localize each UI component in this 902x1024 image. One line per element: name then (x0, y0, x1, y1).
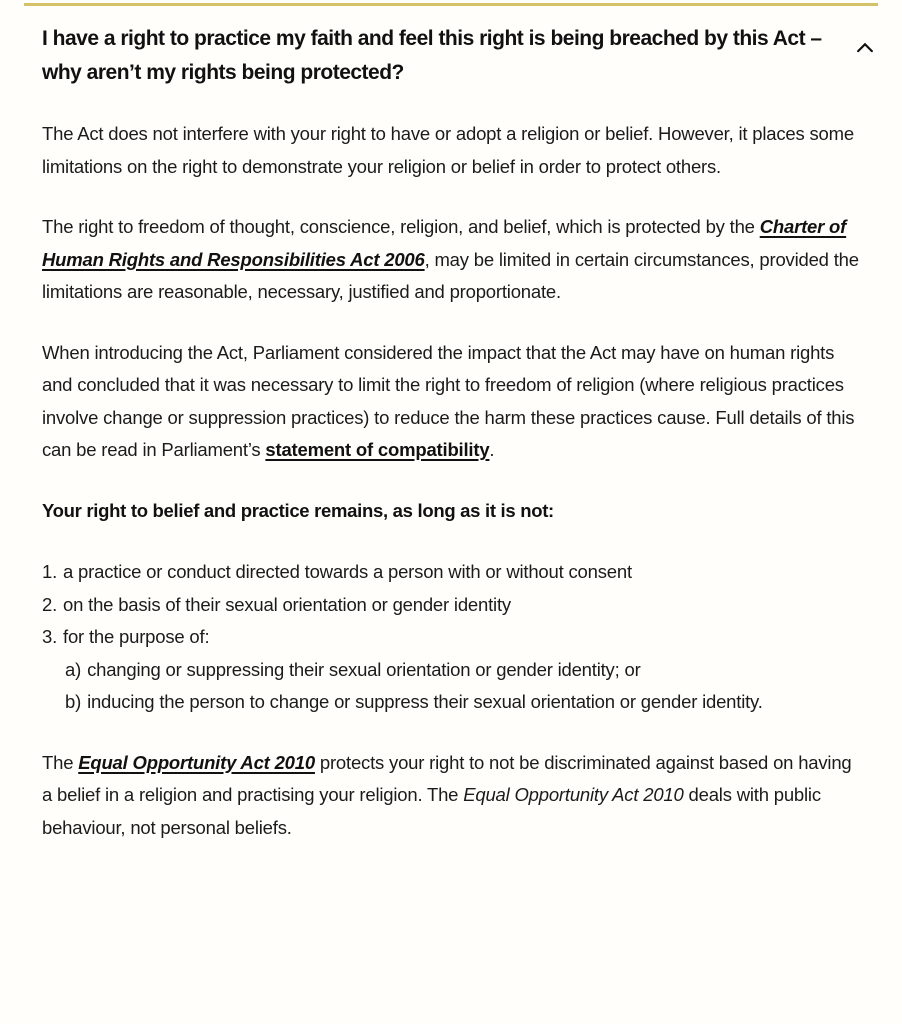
paragraph-intro (42, 118, 860, 183)
list-item-marker: 3. (42, 626, 58, 647)
chevron-up-icon[interactable] (854, 36, 876, 58)
subheading-rights-remain: Your right to belief and practice remains, as long as it is not: (42, 499, 554, 521)
list-item-text: on the basis of their sexual orientation or gender identity (63, 593, 511, 615)
sub-list-item (65, 654, 860, 687)
list-item-text: for the purpose of: (63, 626, 210, 647)
paragraph-parliament (42, 337, 860, 467)
equal-opportunity-act-link[interactable]: Equal Opportunity Act 2010 (78, 751, 315, 773)
accordion-body (24, 118, 878, 904)
paragraph-text: . (489, 439, 495, 460)
paragraph-text: The right to freedom of thought, conscience, religion, and belief, which is protected by the (42, 216, 760, 237)
list-item (42, 589, 860, 622)
list-item-marker: 1. (42, 561, 58, 582)
paragraph-text: protects your right to not be discriminated against based on having a belief in a religion and practising your religion. The (42, 751, 852, 805)
paragraph-text: The (42, 751, 79, 773)
paragraph-text: deals with public behaviour, not personal beliefs. (42, 784, 821, 838)
list-item (42, 556, 860, 589)
sub-list (42, 654, 860, 719)
question-title: I have a right to practice my faith and feel this right is being breached by this Act – why aren’t my rights being protected? (42, 27, 822, 84)
accordion-header[interactable] (24, 6, 878, 90)
sub-list-item-marker: b) (65, 691, 82, 712)
list-item-marker: 2. (42, 593, 58, 615)
act-name-italic: Equal Opportunity Act 2010 (463, 784, 684, 805)
sub-list-item-marker: a) (65, 658, 82, 680)
charter-act-link[interactable]: Charter of Human Rights and Responsibilities Act 2006 (42, 216, 847, 270)
bottom-spacer (42, 844, 860, 904)
sub-list-item-text: changing or suppressing their sexual orientation or gender identity; or (87, 658, 641, 680)
paragraph-text: , may be limited in certain circumstances, provided the limitations are reasonable, necessary, justified and proportionate. (42, 248, 859, 302)
list-item (42, 621, 860, 719)
faq-accordion-item (24, 3, 878, 904)
paragraph-charter (42, 211, 860, 309)
paragraph-text: When introducing the Act, Parliament considered the impact that the Act may have on human rights and concluded that it was necessary to limit the right to freedom of religion (where religious practices involve change or suppression practices) to reduce the harm these practices cause. Full details of this can be read in Parliament’s (42, 341, 855, 460)
list-item-text: a practice or conduct directed towards a person with or without consent (63, 561, 632, 582)
paragraph-equal-opportunity (42, 747, 860, 845)
statement-of-compatibility-link[interactable]: statement of compatibility (265, 439, 490, 460)
sub-list-item-text: inducing the person to change or suppress their sexual orientation or gender identity. (87, 691, 763, 712)
paragraph-text: The Act does not interfere with your right to have or adopt a religion or belief. However, it places some limitations on the right to demonstrate your religion or belief in order to protect others. (42, 123, 854, 177)
conditions-list (42, 556, 860, 719)
sub-list-item (65, 686, 860, 719)
